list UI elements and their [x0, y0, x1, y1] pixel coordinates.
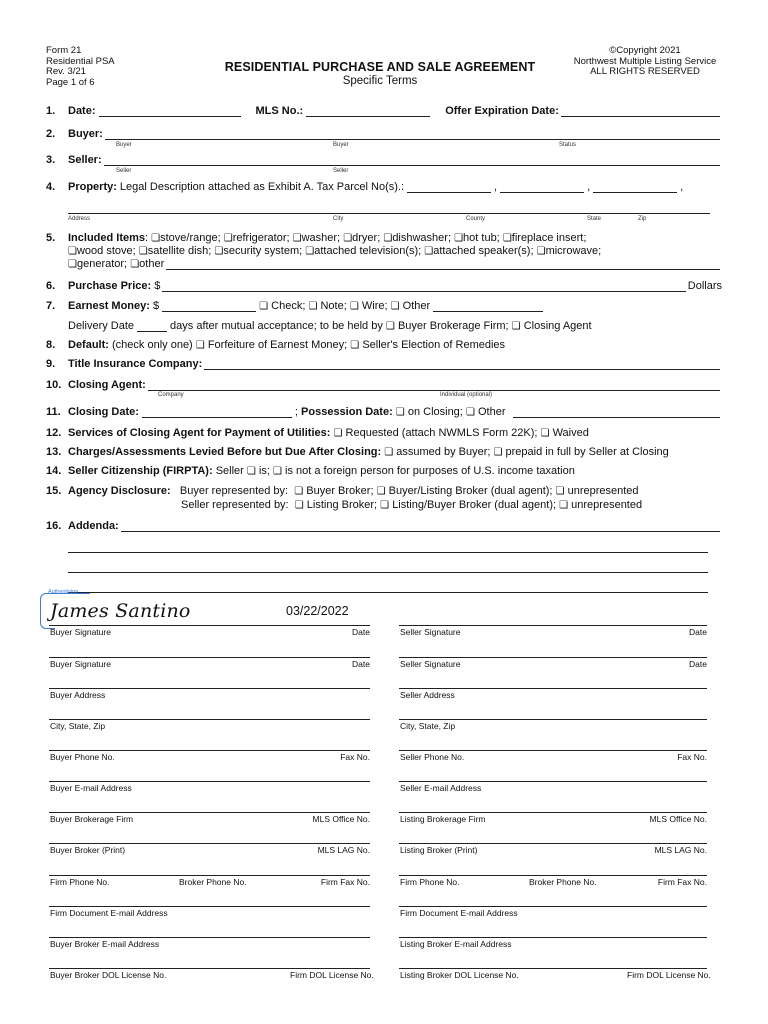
checkbox-seller-unrepresented[interactable]: ❏: [559, 500, 569, 511]
checkbox-check[interactable]: ❏: [259, 301, 269, 312]
address-caption: Address: [68, 216, 91, 222]
dollars-label: Dollars: [687, 280, 722, 292]
signature-field-label: Firm Phone No.: [50, 877, 110, 887]
signature-field-label: Buyer Broker E-mail Address: [50, 939, 160, 949]
item-15-row-2: [181, 499, 722, 511]
form-number: Form 21: [46, 45, 82, 56]
item-1-row: [46, 105, 722, 117]
listing-broker-label: Listing Broker;: [306, 499, 378, 511]
delivery-date-label: Delivery Date: [68, 320, 135, 332]
assumed-by-buyer-label: assumed by Buyer;: [396, 446, 491, 458]
closing-agent-field[interactable]: [148, 380, 720, 391]
checkbox-other-item[interactable]: ❏: [130, 259, 140, 270]
attached-tv-label: attached television(s);: [314, 245, 422, 257]
checkbox-wire[interactable]: ❏: [349, 301, 359, 312]
signature-field-right-label: Date: [352, 627, 370, 637]
other-items-field[interactable]: [166, 259, 720, 270]
buyer-listing-dual-label: Buyer/Listing Broker (dual agent);: [388, 485, 553, 497]
delivery-text: days after mutual acceptance; to be held by: [170, 320, 383, 332]
signature-field-line[interactable]: [399, 719, 707, 720]
item-16-row: [46, 520, 722, 532]
item-number: 1.: [46, 105, 56, 117]
authentisign-tag: Authentisign: [48, 589, 79, 595]
signature-field-line[interactable]: [49, 688, 370, 689]
item-number: 4.: [46, 181, 56, 193]
buyer-brokerage-label: Buyer Brokerage Firm;: [397, 320, 509, 332]
checkbox-forfeiture[interactable]: ❏: [195, 340, 205, 351]
closing-agent-holder-label: Closing Agent: [523, 320, 592, 332]
item-number: 11.: [46, 406, 61, 418]
checkbox-generator[interactable]: ❏: [68, 259, 77, 270]
item-3-row: [46, 154, 722, 166]
checkbox-listing-buyer-dual[interactable]: ❏: [380, 500, 390, 511]
signature-field-label: Buyer E-mail Address: [50, 783, 132, 793]
signature-field-line[interactable]: [399, 750, 707, 751]
title-insurance-label: Title Insurance Company:: [68, 358, 203, 370]
offer-expiration-label: Offer Expiration Date:: [445, 105, 559, 117]
form-subtitle: Specific Terms: [342, 75, 418, 87]
washer-label: washer;: [301, 232, 341, 244]
signature-field-line[interactable]: [399, 906, 707, 907]
signature-field-line[interactable]: [49, 968, 370, 969]
mls-field[interactable]: [306, 106, 430, 117]
buyer-label: Buyer:: [68, 128, 103, 140]
checkbox-satellite-dish[interactable]: ❏: [138, 246, 148, 257]
signature-field-label: Buyer Address: [50, 690, 106, 700]
is-foreign-label: is;: [258, 465, 270, 477]
title-insurance-field[interactable]: [204, 359, 720, 370]
signature-date: 03/22/2022: [286, 604, 349, 618]
item-2-row: [46, 128, 722, 140]
closing-date-label: Closing Date:: [68, 406, 139, 418]
buyer-caption: Buyer: [333, 142, 349, 148]
signature-field-middle-label: Broker Phone No.: [179, 877, 247, 887]
signature-field-line[interactable]: [49, 812, 370, 813]
company-caption: Company: [158, 392, 184, 398]
item-15-row: [46, 485, 722, 497]
city-caption: City: [333, 216, 344, 222]
checkbox-microwave[interactable]: ❏: [536, 246, 546, 257]
checkbox-possession-other[interactable]: ❏: [465, 407, 475, 418]
item-14-row: [46, 465, 722, 477]
check-label: Check;: [271, 300, 306, 312]
date-field[interactable]: [99, 106, 241, 117]
signature-field-label: Seller Signature: [400, 627, 461, 637]
checkbox-waived[interactable]: ❏: [540, 428, 550, 439]
buyer-represented-label: Buyer represented by:: [179, 485, 289, 497]
buyer-unrepresented-label: unrepresented: [567, 485, 639, 497]
signature-field-line[interactable]: [399, 937, 707, 938]
item-number: 13.: [46, 446, 62, 458]
default-note: (check only one): [112, 339, 193, 351]
signature-field-right-label: MLS Office No.: [649, 814, 707, 824]
waived-label: Waived: [552, 427, 589, 439]
form-title: RESIDENTIAL PURCHASE AND SALE AGREEMENT: [224, 60, 536, 74]
zip-caption: Zip: [638, 216, 647, 222]
forfeiture-label: Forfeiture of Earnest Money;: [207, 339, 348, 351]
on-closing-label: on Closing;: [407, 406, 463, 418]
form-title-block: [210, 60, 550, 87]
item-number: 14.: [46, 465, 62, 477]
signature-field-right-label: Firm Fax No.: [657, 877, 707, 887]
checkbox-dryer[interactable]: ❏: [343, 233, 353, 244]
wood-stove-label: wood stove;: [76, 245, 136, 257]
checkbox-hot-tub[interactable]: ❏: [454, 233, 464, 244]
copyright-block: [540, 46, 750, 78]
signature-field-label: Buyer Signature: [50, 659, 111, 669]
checkbox-prepaid-by-seller[interactable]: ❏: [493, 447, 503, 458]
signature-field-line[interactable]: [399, 688, 707, 689]
checkbox-stove[interactable]: ❏: [151, 233, 161, 244]
default-label: Default:: [68, 339, 109, 351]
signature-field-label: Seller Signature: [400, 659, 461, 669]
copyright-rights: ALL RIGHTS RESERVED: [590, 66, 700, 77]
other-payment-field[interactable]: [433, 301, 543, 312]
charges-label: Charges/Assessments Levied Before but Due After Closing:: [68, 446, 382, 458]
wire-label: Wire;: [361, 300, 388, 312]
signature-field-right-label: Firm DOL License No.: [627, 970, 711, 980]
closing-date-field[interactable]: [142, 407, 292, 418]
signature-field-label: Buyer Signature: [50, 627, 111, 637]
address-line[interactable]: [68, 213, 710, 214]
signature-field-label: Buyer Phone No.: [50, 752, 115, 762]
checkbox-on-closing[interactable]: ❏: [395, 407, 405, 418]
item-4-row: 4. Property: Legal Description attached as Exhibit A. Tax Parcel No(s).: , , ,: [46, 181, 684, 193]
page-number: Page 1 of 6: [46, 76, 95, 88]
item-number: 7.: [46, 300, 56, 312]
signature-field-label: Listing Broker DOL License No.: [400, 970, 519, 980]
signature-field-right-label: Date: [352, 659, 370, 669]
signature-field-line[interactable]: [399, 875, 707, 876]
attached-speakers-label: attached speaker(s);: [433, 245, 534, 257]
seller-field[interactable]: [104, 155, 720, 166]
signature-field-line[interactable]: [399, 781, 707, 782]
signature-field-line[interactable]: [399, 657, 707, 658]
signature-field-right-label: Date: [689, 659, 707, 669]
seller-caption: Seller: [116, 168, 132, 174]
signature-field-label: Buyer Brokerage Firm: [50, 814, 134, 824]
form-name: Residential PSA: [46, 55, 115, 67]
dishwasher-label: dishwasher;: [392, 232, 452, 244]
item-11-row: 11. Closing Date: ; Possession Date: ❏ on Closing; ❏ Other: [46, 406, 722, 418]
signature-field-right-label: MLS LAG No.: [654, 845, 707, 855]
buyer-broker-label: Buyer Broker;: [306, 485, 374, 497]
addenda-field[interactable]: [121, 521, 720, 532]
item-number: 16.: [46, 520, 62, 532]
signature-field-label: Buyer Broker DOL License No.: [50, 970, 167, 980]
earnest-money-field[interactable]: [162, 301, 256, 312]
signature-field-line[interactable]: [399, 968, 707, 969]
item-8-row: [46, 339, 722, 351]
checkbox-buyer-listing-dual[interactable]: ❏: [376, 486, 386, 497]
item-13-row: [46, 446, 722, 458]
buyer-signature[interactable]: James Santino: [50, 600, 191, 622]
refrigerator-label: refrigerator;: [232, 232, 290, 244]
signature-field-right-label: Firm Fax No.: [320, 877, 370, 887]
addenda-line[interactable]: [68, 572, 708, 573]
checkbox-attached-tv[interactable]: ❏: [305, 246, 315, 257]
signature-field-line[interactable]: [49, 843, 370, 844]
agency-disclosure-label: Agency Disclosure:: [68, 485, 171, 497]
signature-field-label: Seller Phone No.: [400, 752, 465, 762]
generator-label: generator;: [76, 258, 128, 270]
microwave-label: microwave;: [545, 245, 602, 257]
signature-field-line[interactable]: [49, 750, 370, 751]
signature-field-right-label: Fax No.: [677, 752, 707, 762]
signature-field-label: Firm Document E-mail Address: [400, 908, 518, 918]
item-5-row: 5. Included Items : ❏ stove/range; ❏ refrigerator; ❏ washer; ❏ dryer; ❏ dishwasher; ❏ hot tub; ❏ fireplace insert;: [46, 232, 587, 244]
item-6-row: [46, 280, 722, 292]
firpta-label: Seller Citizenship (FIRPTA):: [68, 465, 213, 477]
seller-caption: Seller: [333, 168, 349, 174]
possession-other-field[interactable]: [513, 407, 720, 418]
seller-represented-label: Seller represented by:: [181, 499, 289, 511]
signature-field-right-label: Fax No.: [340, 752, 370, 762]
requested-label: Requested (attach NWMLS Form 22K);: [345, 427, 538, 439]
property-text: Legal Description attached as Exhibit A. Tax Parcel No(s).:: [119, 181, 405, 193]
item-number: 10.: [46, 379, 62, 391]
signature-field-label: City, State, Zip: [400, 721, 456, 731]
currency-symbol: $: [152, 300, 160, 312]
seller-word: Seller: [215, 465, 244, 477]
fireplace-insert-label: fireplace insert;: [511, 232, 587, 244]
item-12-row: [46, 427, 722, 439]
checkbox-assumed-by-buyer[interactable]: ❏: [384, 447, 394, 458]
checkbox-requested[interactable]: ❏: [333, 428, 343, 439]
seller-remedies-label: Seller's Election of Remedies: [362, 339, 506, 351]
seller-unrepresented-label: unrepresented: [571, 499, 643, 511]
signature-field-line[interactable]: [49, 781, 370, 782]
signature-field-label: City, State, Zip: [50, 721, 106, 731]
signature-field-label: Firm Phone No.: [400, 877, 460, 887]
item-5-row-3: [68, 258, 722, 270]
checkbox-dishwasher[interactable]: ❏: [383, 233, 393, 244]
purchase-price-field[interactable]: [162, 281, 685, 292]
signature-field-line[interactable]: [399, 625, 707, 626]
security-system-label: security system;: [223, 245, 303, 257]
state-caption: State: [587, 216, 602, 222]
other-item-label: other: [139, 258, 165, 270]
signature-field-label: Listing Broker E-mail Address: [400, 939, 512, 949]
other-payment-label: Other: [402, 300, 431, 312]
signature-field-line[interactable]: [49, 657, 370, 658]
signature-field-line[interactable]: [49, 625, 370, 626]
signature-field-line[interactable]: [49, 937, 370, 938]
earnest-money-label: Earnest Money:: [68, 300, 150, 312]
closing-agent-label: Closing Agent:: [68, 379, 146, 391]
possession-other-label: Other: [477, 406, 506, 418]
item-number: 12.: [46, 427, 62, 439]
included-items-label: Included Items: [68, 232, 146, 244]
item-7-row: [46, 300, 722, 312]
note-label: Note;: [320, 300, 347, 312]
stove-label: stove/range;: [160, 232, 221, 244]
signature-field-label: Seller Address: [400, 690, 455, 700]
checkbox-washer[interactable]: ❏: [292, 233, 302, 244]
form-revision: Rev. 3/21: [46, 66, 86, 77]
checkbox-fireplace-insert[interactable]: ❏: [502, 233, 512, 244]
utilities-label: Services of Closing Agent for Payment of Utilities:: [68, 427, 331, 439]
item-number: 15.: [46, 485, 62, 497]
item-5-row-2: [68, 245, 722, 257]
addenda-label: Addenda:: [68, 520, 119, 532]
copyright-line: ©Copyright 2021: [609, 45, 681, 56]
signature-field-right-label: Date: [689, 627, 707, 637]
date-label: Date:: [68, 105, 96, 117]
signature-field-label: Listing Brokerage Firm: [400, 814, 486, 824]
addenda-line[interactable]: [68, 552, 708, 553]
signature-field-line[interactable]: [49, 875, 370, 876]
item-number: 6.: [46, 280, 56, 292]
checkbox-is-foreign[interactable]: ❏: [246, 466, 256, 477]
buyer-caption: Buyer: [116, 142, 132, 148]
signature-field-line[interactable]: [49, 906, 370, 907]
checkbox-listing-broker[interactable]: ❏: [294, 500, 304, 511]
dryer-label: dryer;: [352, 232, 381, 244]
item-number: 5.: [46, 232, 56, 244]
item-number: 2.: [46, 128, 56, 140]
seller-label: Seller:: [68, 154, 102, 166]
listing-buyer-dual-label: Listing/Buyer Broker (dual agent);: [392, 499, 557, 511]
checkbox-refrigerator[interactable]: ❏: [223, 233, 233, 244]
signature-field-label: Buyer Broker (Print): [50, 845, 126, 855]
checkbox-is-not-foreign[interactable]: ❏: [272, 466, 282, 477]
signature-field-right-label: MLS Office No.: [312, 814, 370, 824]
individual-caption: Individual (optional): [440, 392, 493, 398]
hot-tub-label: hot tub;: [463, 232, 500, 244]
checkbox-wood-stove[interactable]: ❏: [68, 246, 77, 257]
item-number: 8.: [46, 339, 56, 351]
purchase-price-label: Purchase Price:: [68, 280, 152, 292]
item-10-row: [46, 379, 722, 391]
checkbox-other-payment[interactable]: ❏: [390, 301, 400, 312]
checkbox-security-system[interactable]: ❏: [214, 246, 224, 257]
county-caption: County: [466, 216, 486, 222]
is-not-foreign-label: is not a foreign person for purposes of U.S. income taxation: [285, 465, 575, 477]
prepaid-by-seller-label: prepaid in full by Seller at Closing: [505, 446, 669, 458]
signature-field-line[interactable]: [399, 812, 707, 813]
currency-symbol: $: [154, 280, 161, 292]
checkbox-closing-agent[interactable]: ❏: [511, 321, 521, 332]
form-info: [46, 46, 115, 88]
checkbox-attached-speakers[interactable]: ❏: [424, 246, 434, 257]
mls-label: MLS No.:: [255, 105, 304, 117]
addenda-line[interactable]: [68, 592, 708, 593]
tax-parcel-field-1[interactable]: [407, 182, 491, 193]
signature-field-line[interactable]: [399, 843, 707, 844]
checkbox-buyer-unrepresented[interactable]: ❏: [555, 486, 565, 497]
checkbox-seller-remedies[interactable]: ❏: [350, 340, 360, 351]
offer-expiration-field[interactable]: [561, 106, 720, 117]
tax-parcel-field-2[interactable]: [500, 182, 584, 193]
copyright-org: Northwest Multiple Listing Service: [573, 55, 717, 67]
item-9-row: [46, 358, 722, 370]
status-caption: Status: [559, 142, 577, 148]
signature-field-label: Seller E-mail Address: [400, 783, 482, 793]
signature-field-label: Listing Broker (Print): [400, 845, 478, 855]
item-number: 9.: [46, 358, 56, 370]
signature-field-right-label: MLS LAG No.: [317, 845, 370, 855]
tax-parcel-field-3[interactable]: [593, 182, 677, 193]
buyer-field[interactable]: [105, 129, 720, 140]
item-number: 3.: [46, 154, 56, 166]
item-7-row-2: [68, 320, 722, 332]
signature-field-label: Firm Document E-mail Address: [50, 908, 168, 918]
signature-field-line[interactable]: [49, 719, 370, 720]
checkbox-note[interactable]: ❏: [308, 301, 318, 312]
possession-date-label: Possession Date:: [301, 406, 393, 418]
checkbox-buyer-broker[interactable]: ❏: [294, 486, 304, 497]
property-label: Property:: [68, 181, 117, 193]
signature-field-right-label: Firm DOL License No.: [290, 970, 374, 980]
delivery-days-field[interactable]: [137, 321, 167, 332]
checkbox-buyer-brokerage[interactable]: ❏: [385, 321, 395, 332]
signature-field-middle-label: Broker Phone No.: [529, 877, 597, 887]
satellite-dish-label: satellite dish;: [147, 245, 212, 257]
